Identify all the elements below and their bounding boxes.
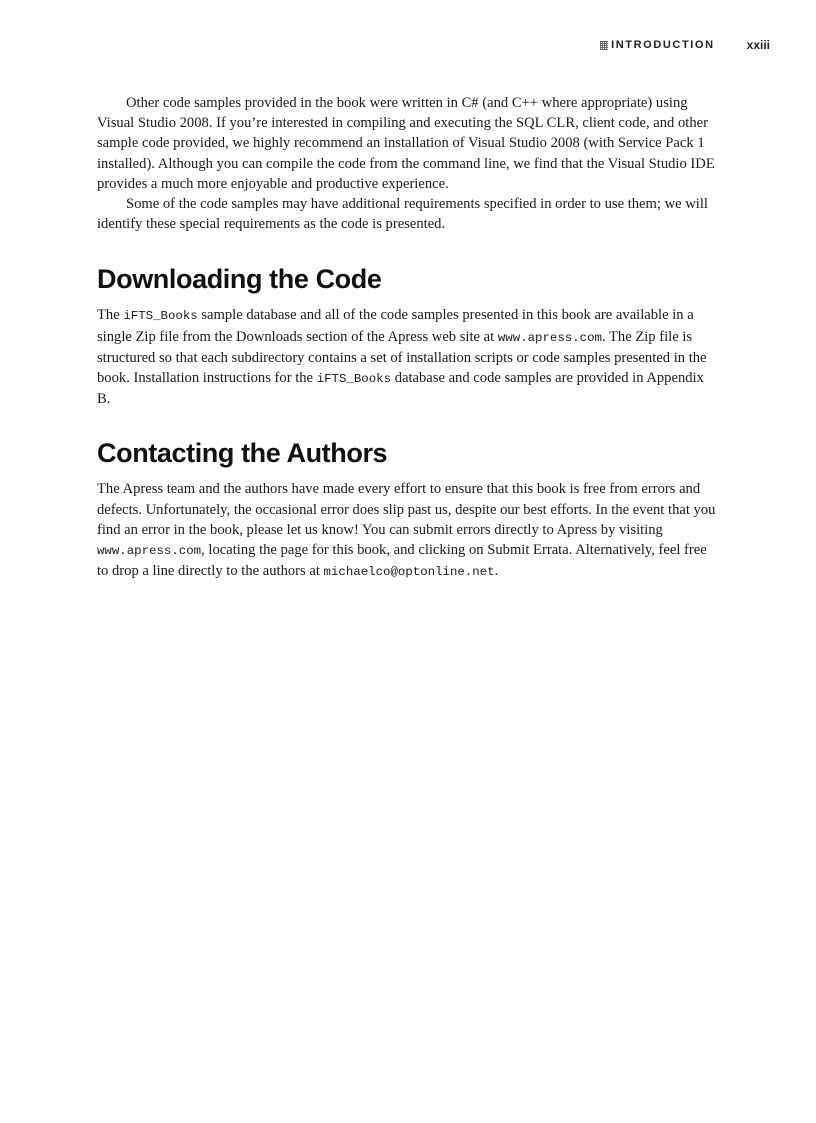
code-database-name: iFTS_Books [123,309,198,324]
running-head [600,38,770,52]
author-email[interactable]: michaelco@optonline.net [323,565,495,580]
intro-paragraph-1: Other code samples provided in the book were written in C# (and C++ where appropriate) using Visual Studio 2008. If you’re interested in compiling and executing the SQL CLR, client code, and other sample code provided, we highly recommend an installation of Visual Studio 2008 (with Service Pack 1 installed). Although you can compile the code from the command line, we find that the Visual Studio IDE provides a much more enjoyable and productive experience. [97,95,715,192]
text-run: , locating the page for this book, and clicking on Submit Errata. Alternatively, feel free to drop a line directly to the authors at [97,542,707,580]
contacting-paragraph [97,479,717,582]
text-run: database and code samples are provided in Appendix B. [97,370,704,408]
apress-url[interactable]: www.apress.com [97,544,202,559]
text-run: . The Zip file is structured so that each subdirectory contains a set of installation scripts or code samples presented in the book. Installation instructions for the [97,328,707,387]
section-title: INTRODUCTION [611,39,715,51]
text-run: . [494,563,499,580]
code-database-name: iFTS_Books [316,372,392,387]
section-marker-icon [600,41,608,50]
apress-url[interactable]: www.apress.com [497,330,602,345]
text-run: The Apress team and the authors have made every effort to ensure that this book is free from errors and defects. Unfortunately, the occasional error does slip past us, despite our best efforts. In the event that you find an error in the book, please let us know! You can submit errors directly to Apress by visiting [97,481,716,538]
downloading-paragraph [97,305,717,409]
intro-paragraph-2: Some of the code samples may have additional requirements specified in order to use them; we will identify these special requirements as the code is presented. [97,196,708,233]
downloading-heading: Downloading the Code [97,264,382,295]
contacting-heading: Contacting the Authors [97,438,388,469]
page-body [97,93,717,582]
page-number: xxiii [746,38,770,52]
text-run: sample database and all of the code samples presented in this book are available in a single Zip file from the Downloads section of the Apress web site at [97,307,694,345]
text-run: The [97,307,124,324]
